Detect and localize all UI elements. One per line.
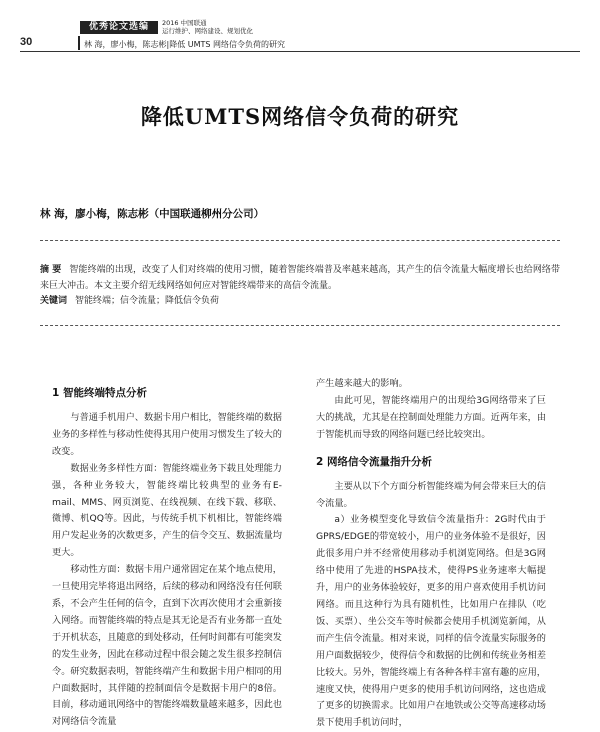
header-subtitle xyxy=(162,20,253,35)
page-number: 30 xyxy=(20,36,33,48)
paragraph: 数据业务多样性方面：智能终端业务下载且处理能力强，各种业务较大，智能终端比较典型的业务有E-mail、MMS、网页浏览、在线视频、在线下载、移联、微博、机QQ等。因此，与传统手机下机相比，智能终端用户发起业务的次数更多，产生的信令交互、数据流量均更大。 xyxy=(52,462,282,559)
header-divider xyxy=(78,36,80,50)
abstract-text: 智能终端的出现，改变了人们对终端的使用习惯，随着智能终端普及率越来越高，其产生的信令流量大幅度增长也给网络带来巨大冲击。本文主要介绍无线网络如何应对智能终端带来的高信令流量。 xyxy=(40,265,560,291)
header-subtitle-line2: 运行维护、网络建设、规划优化 xyxy=(162,26,253,35)
section-1-heading: 1 智能终端特点分析 xyxy=(52,387,147,399)
keywords-text: 智能终端；信令流量；降低信令负荷 xyxy=(75,296,220,306)
article-title: 降低UMTS网络信令负荷的研究 xyxy=(140,104,460,129)
abstract-label: 摘 要 xyxy=(40,265,62,275)
running-header: 林 海，廖小梅，陈志彬|降低 UMTS 网络信令负荷的研究 xyxy=(84,40,286,49)
paragraph: 由此可见，智能终端用户的出现给3G网络带来了巨大的挑战，尤其是在控制面处理能力方面。近两年来，由于智能机而导致的网络问题已经比较突出。 xyxy=(316,394,546,440)
top-dashed-rule xyxy=(40,240,560,241)
section-2-heading: 2 网络信令流量指升分析 xyxy=(316,455,432,468)
left-column xyxy=(52,385,282,731)
right-column xyxy=(316,376,546,732)
section-badge: 优秀论文选编 xyxy=(80,21,158,34)
bottom-dashed-rule xyxy=(40,325,560,326)
paragraph: a）业务模型变化导致信令流量指升：2G时代由于GPRS/EDGE的带宽较小，用户的业务体验不是很好，因此很多用户并不经常使用移动手机浏览网络。但是3G网络中使用了先进的HSPA技术，使得PS业务速率大幅提升，用户的业务体验较好，更多的用户喜欢使用手机访问网络。而且这种行为具有随机性，比如用户在排队（吃饭、买票）、坐公交车等时候都会使用手机浏览新闻，从而产生信令流量。相对来说，同样的信令流量实际服务的用户面数据较少，使得信令和数据的比例和传统业务相差比较大。另外，智能终端上有各种各样丰富有趣的应用，速度又快，使得用户更多的使用手机访问网络，这也造成了更多的切换需求。比如用户在地铁或公交等高速移动场景下使用手机访问时， xyxy=(316,514,546,729)
paragraph: 移动性方面：数据卡用户通常固定在某个地点使用，一旦使用完毕将退出网络，后续的移动和网络没有任何联系，不会产生任何的信令，直到下次再次使用才会重新接入网络。而智能终端的特点是其无论是否有业务都一直处于开机状态，且随意的到处移动，任何时间都有可能突发的发生业务，因此在移动过程中很会随之发生很多控制信令。研究数据表明，智能终端产生和数据卡用户相同的用户面数据时，其伴随的控制面信令是数据卡用户的8倍。目前，移动通讯网络中的智能终端数量越来越多，因此也对网络信令流量 xyxy=(52,564,282,728)
paragraph: 主要从以下个方面分析智能终端为何会带来巨大的信令流量。 xyxy=(316,480,546,509)
header-subtitle-line1: 2016 中国联通 xyxy=(162,19,207,27)
abstract xyxy=(40,262,560,294)
keywords xyxy=(40,293,219,306)
article-authors: 林 海，廖小梅，陈志彬（中国联通柳州分公司） xyxy=(40,208,265,220)
paragraph-continued: 产生越来越大的影响。 xyxy=(316,378,408,389)
paragraph: 与普通手机用户、数据卡用户相比，智能终端的数据业务的多样性与移动性使得其用户使用习惯发生了较大的改变。 xyxy=(52,412,282,457)
keywords-label: 关键词 xyxy=(40,296,68,306)
header-rule xyxy=(20,51,580,52)
